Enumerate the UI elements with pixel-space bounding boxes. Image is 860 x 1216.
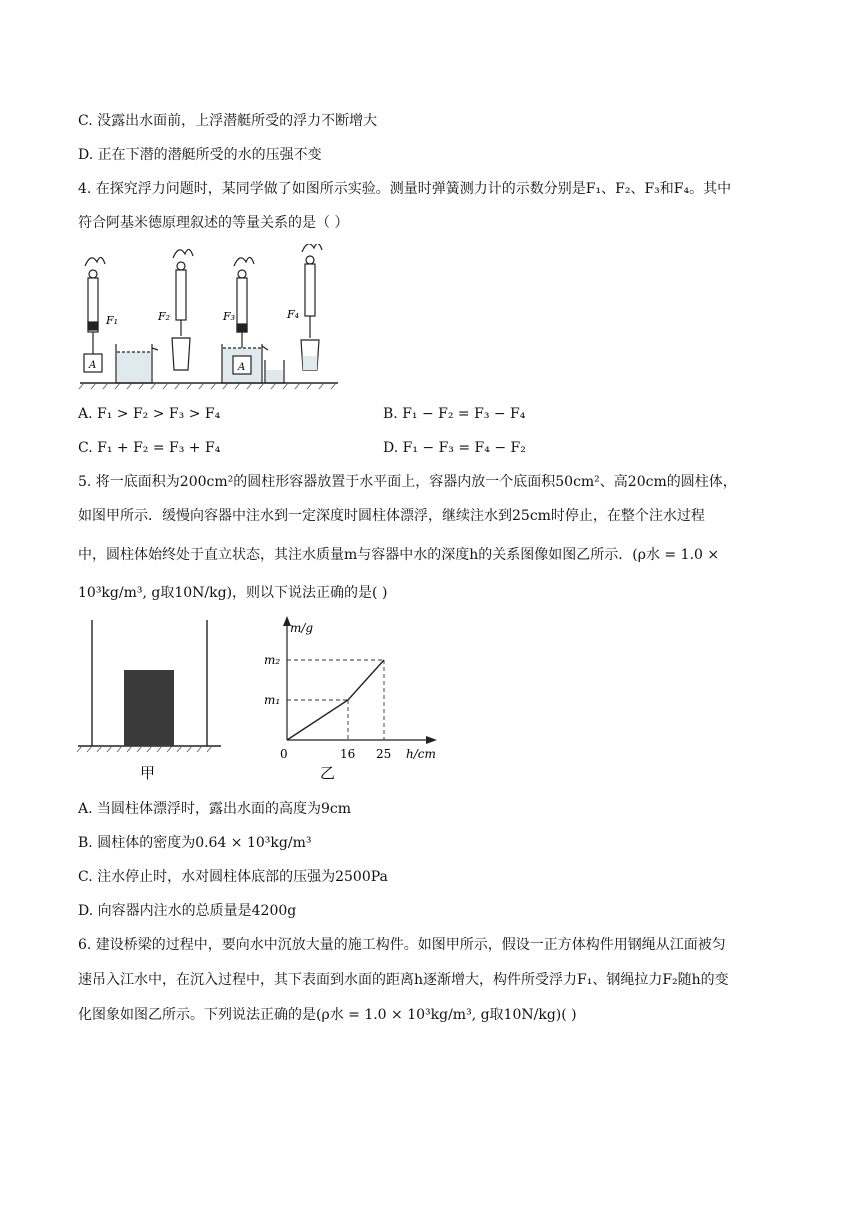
spring-scale-4 bbox=[301, 244, 322, 370]
cylinder-block bbox=[124, 670, 174, 746]
q5-option-b: B. 圆柱体的密度为0.64 × 10³kg/m³ bbox=[78, 835, 312, 851]
q5-option-a: A. 当圆柱体漂浮时，露出水面的高度为9cm bbox=[78, 801, 352, 817]
q6-stem-line3: 化图象如图乙所示。下列说法正确的是(ρ水 = 1.0 × 10³kg/m³, g取10N/kg)( ) bbox=[78, 1007, 577, 1023]
label-f1: F₁ bbox=[106, 314, 119, 327]
q4-spring-scale-figure bbox=[76, 244, 340, 390]
q5-stem-line2: 如图甲所示．缓慢向容器中注水到一定深度时圆柱体漂浮，继续注水到25cm时停止，在整个注水过程 bbox=[78, 508, 705, 524]
q5-stem-line3: 中，圆柱体始终处于直立状态，其注水质量m与容器中水的深度h的关系图像如图乙所示．(ρ水 = 1.0 × bbox=[78, 547, 720, 563]
q4-option-a: A. F₁ > F₂ > F₃ > F₄ bbox=[78, 406, 221, 422]
q3-option-c: C. 没露出水面前，上浮潜艇所受的浮力不断增大 bbox=[78, 113, 378, 129]
block-a-label-1: A bbox=[89, 360, 97, 371]
spring-scale-1 bbox=[84, 257, 105, 372]
label-f3: F₃ bbox=[223, 310, 236, 323]
q6-stem-line1: 6. 建设桥梁的过程中，要向水中沉放大量的施工构件。如图甲所示，假设一正方体构件用钢绳从江面被匀 bbox=[78, 937, 726, 953]
q4-option-c: C. F₁ + F₂ = F₃ + F₄ bbox=[78, 440, 221, 456]
graph-x-axis-label: h/cm bbox=[406, 747, 436, 761]
q5-option-d: D. 向容器内注水的总质量是4200g bbox=[78, 903, 297, 919]
figure-jia-label: 甲 bbox=[140, 764, 156, 782]
graph-y-tick-m2: m₂ bbox=[264, 653, 281, 667]
overflow-beaker bbox=[116, 344, 158, 383]
graph-y-axis-label: m/g bbox=[290, 621, 314, 635]
q5-container-figure bbox=[76, 616, 236, 786]
spring-scale-2 bbox=[172, 249, 193, 370]
label-f2: F₂ bbox=[158, 310, 171, 323]
q5-option-c: C. 注水停止时，水对圆柱体底部的压强为2500Pa bbox=[78, 869, 388, 885]
q5-mass-depth-graph bbox=[256, 612, 446, 786]
graph-x-tick-16: 16 bbox=[340, 747, 356, 761]
q5-stem-line1: 5. 将一底面积为200cm²的圆柱形容器放置于水平面上，容器内放一个底面积50cm²、高20cm的圆柱体， bbox=[78, 474, 737, 490]
q4-stem-line2: 符合阿基米德原理叙述的等量关系的是（ ） bbox=[78, 215, 349, 231]
q5-stem-line4: 10³kg/m³, g取10N/kg)，则以下说法正确的是( ) bbox=[78, 585, 388, 601]
q4-option-d: D. F₁ − F₃ = F₄ − F₂ bbox=[383, 440, 526, 456]
q4-option-b: B. F₁ − F₂ = F₃ − F₄ bbox=[383, 406, 526, 422]
graph-x-tick-25: 25 bbox=[376, 747, 392, 761]
label-f4: F₄ bbox=[287, 308, 300, 321]
figure-yi-label: 乙 bbox=[320, 764, 336, 782]
q3-option-d: D. 正在下潜的潜艇所受的水的压强不变 bbox=[78, 147, 322, 163]
graph-y-tick-m1: m₁ bbox=[264, 693, 281, 707]
q6-stem-line2: 速吊入江水中，在沉入过程中，其下表面到水面的距离h逐渐增大，构件所受浮力F₁、钢绳拉力F₂随h的变 bbox=[78, 972, 729, 988]
block-a-label-2: A bbox=[238, 362, 246, 373]
graph-origin-label: 0 bbox=[280, 747, 288, 761]
q4-stem-line1: 4. 在探究浮力问题时，某同学做了如图所示实验。测量时弹簧测力计的示数分别是F₁、F₂、F₃和F₄。其中 bbox=[78, 181, 732, 197]
